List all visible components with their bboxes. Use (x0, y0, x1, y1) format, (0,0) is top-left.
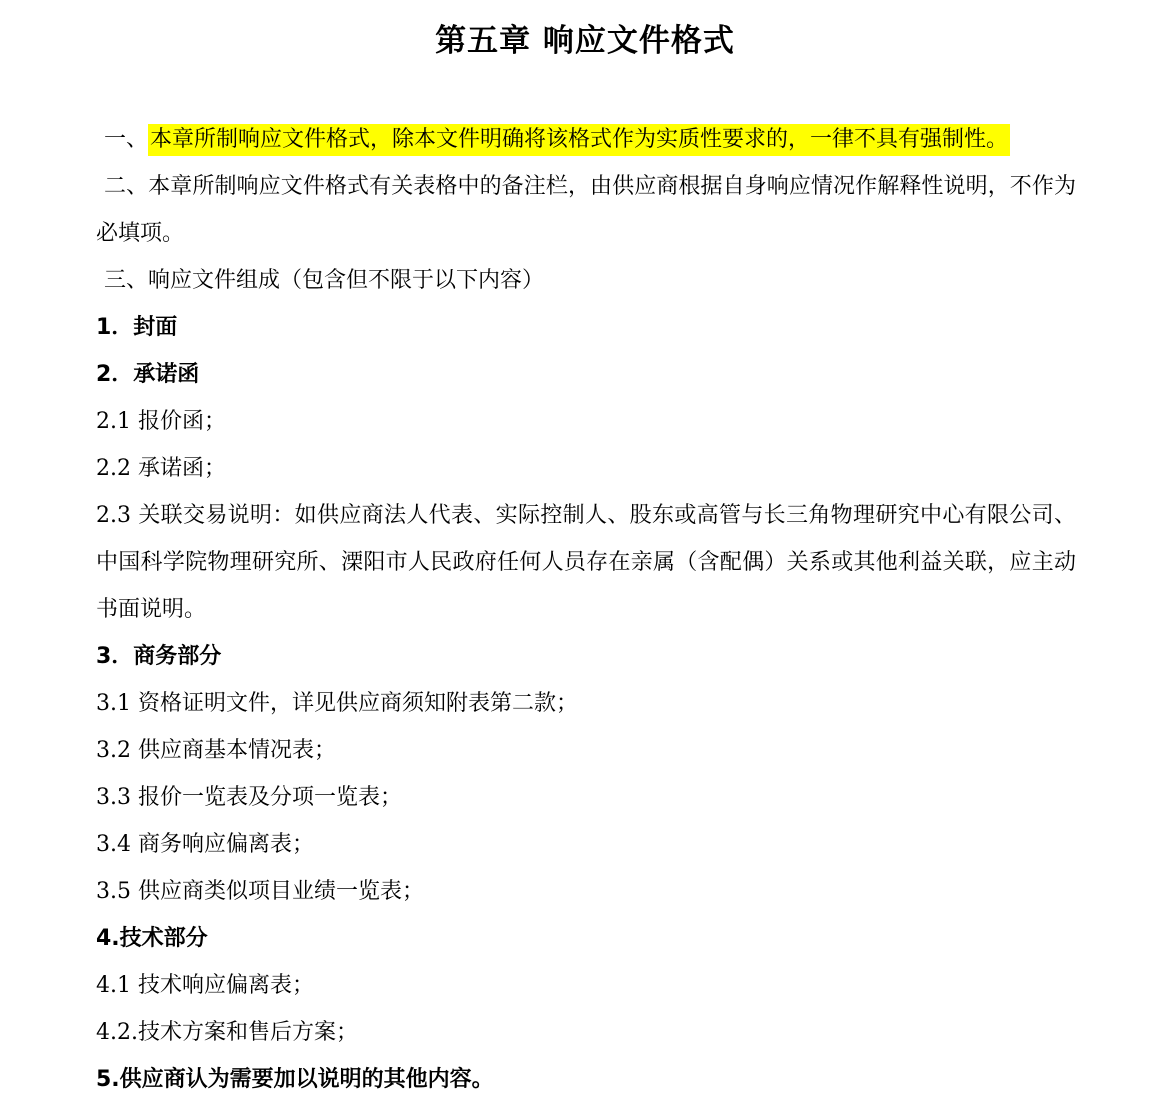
chapter-title: 第五章 响应文件格式 (435, 23, 735, 59)
section-3-heading: 3．商务部分 (96, 644, 222, 669)
item-3-2: 3.2 供应商基本情况表； (96, 738, 336, 763)
note-item-three: 三、响应文件组成（包含但不限于以下内容） (104, 268, 545, 293)
item-2-2: 2.2 承诺函； (96, 456, 226, 481)
item-2-1: 2.1 报价函； (96, 409, 226, 434)
section-1-heading: 1．封面 (96, 315, 178, 340)
document-body (0, 116, 1170, 1096)
note-item-two: 二、本章所制响应文件格式有关表格中的备注栏，由供应商根据自身响应情况作解释性说明，不作为必填项。 (96, 174, 1076, 246)
item-3-1: 3.1 资格证明文件，详见供应商须知附表第二款； (96, 691, 578, 716)
item-2-3: 2.3 关联交易说明：如供应商法人代表、实际控制人、股东或高管与长三角物理研究中心有限公司、中国科学院物理研究所、溧阳市人民政府任何人员存在亲属（含配偶）关系或其他利益关联，应主动书面说明。 (96, 503, 1076, 622)
section-2-heading: 2．承诺函 (96, 362, 200, 387)
highlighted-text: 本章所制响应文件格式，除本文件明确将该格式作为实质性要求的，一律不具有强制性。 (148, 124, 1010, 156)
item-4-1: 4.1 技术响应偏离表； (96, 973, 314, 998)
section-5-heading: 5.供应商认为需要加以说明的其他内容。 (96, 1067, 494, 1092)
section-4-heading: 4.技术部分 (96, 926, 208, 951)
item-4-2: 4.2.技术方案和售后方案； (96, 1020, 358, 1045)
note-item-one (96, 116, 1076, 163)
item-3-3: 3.3 报价一览表及分项一览表； (96, 785, 402, 810)
note-item-one-prefix: 一、 (104, 127, 149, 152)
item-3-4: 3.4 商务响应偏离表； (96, 832, 314, 857)
item-3-5: 3.5 供应商类似项目业绩一览表； (96, 879, 424, 904)
